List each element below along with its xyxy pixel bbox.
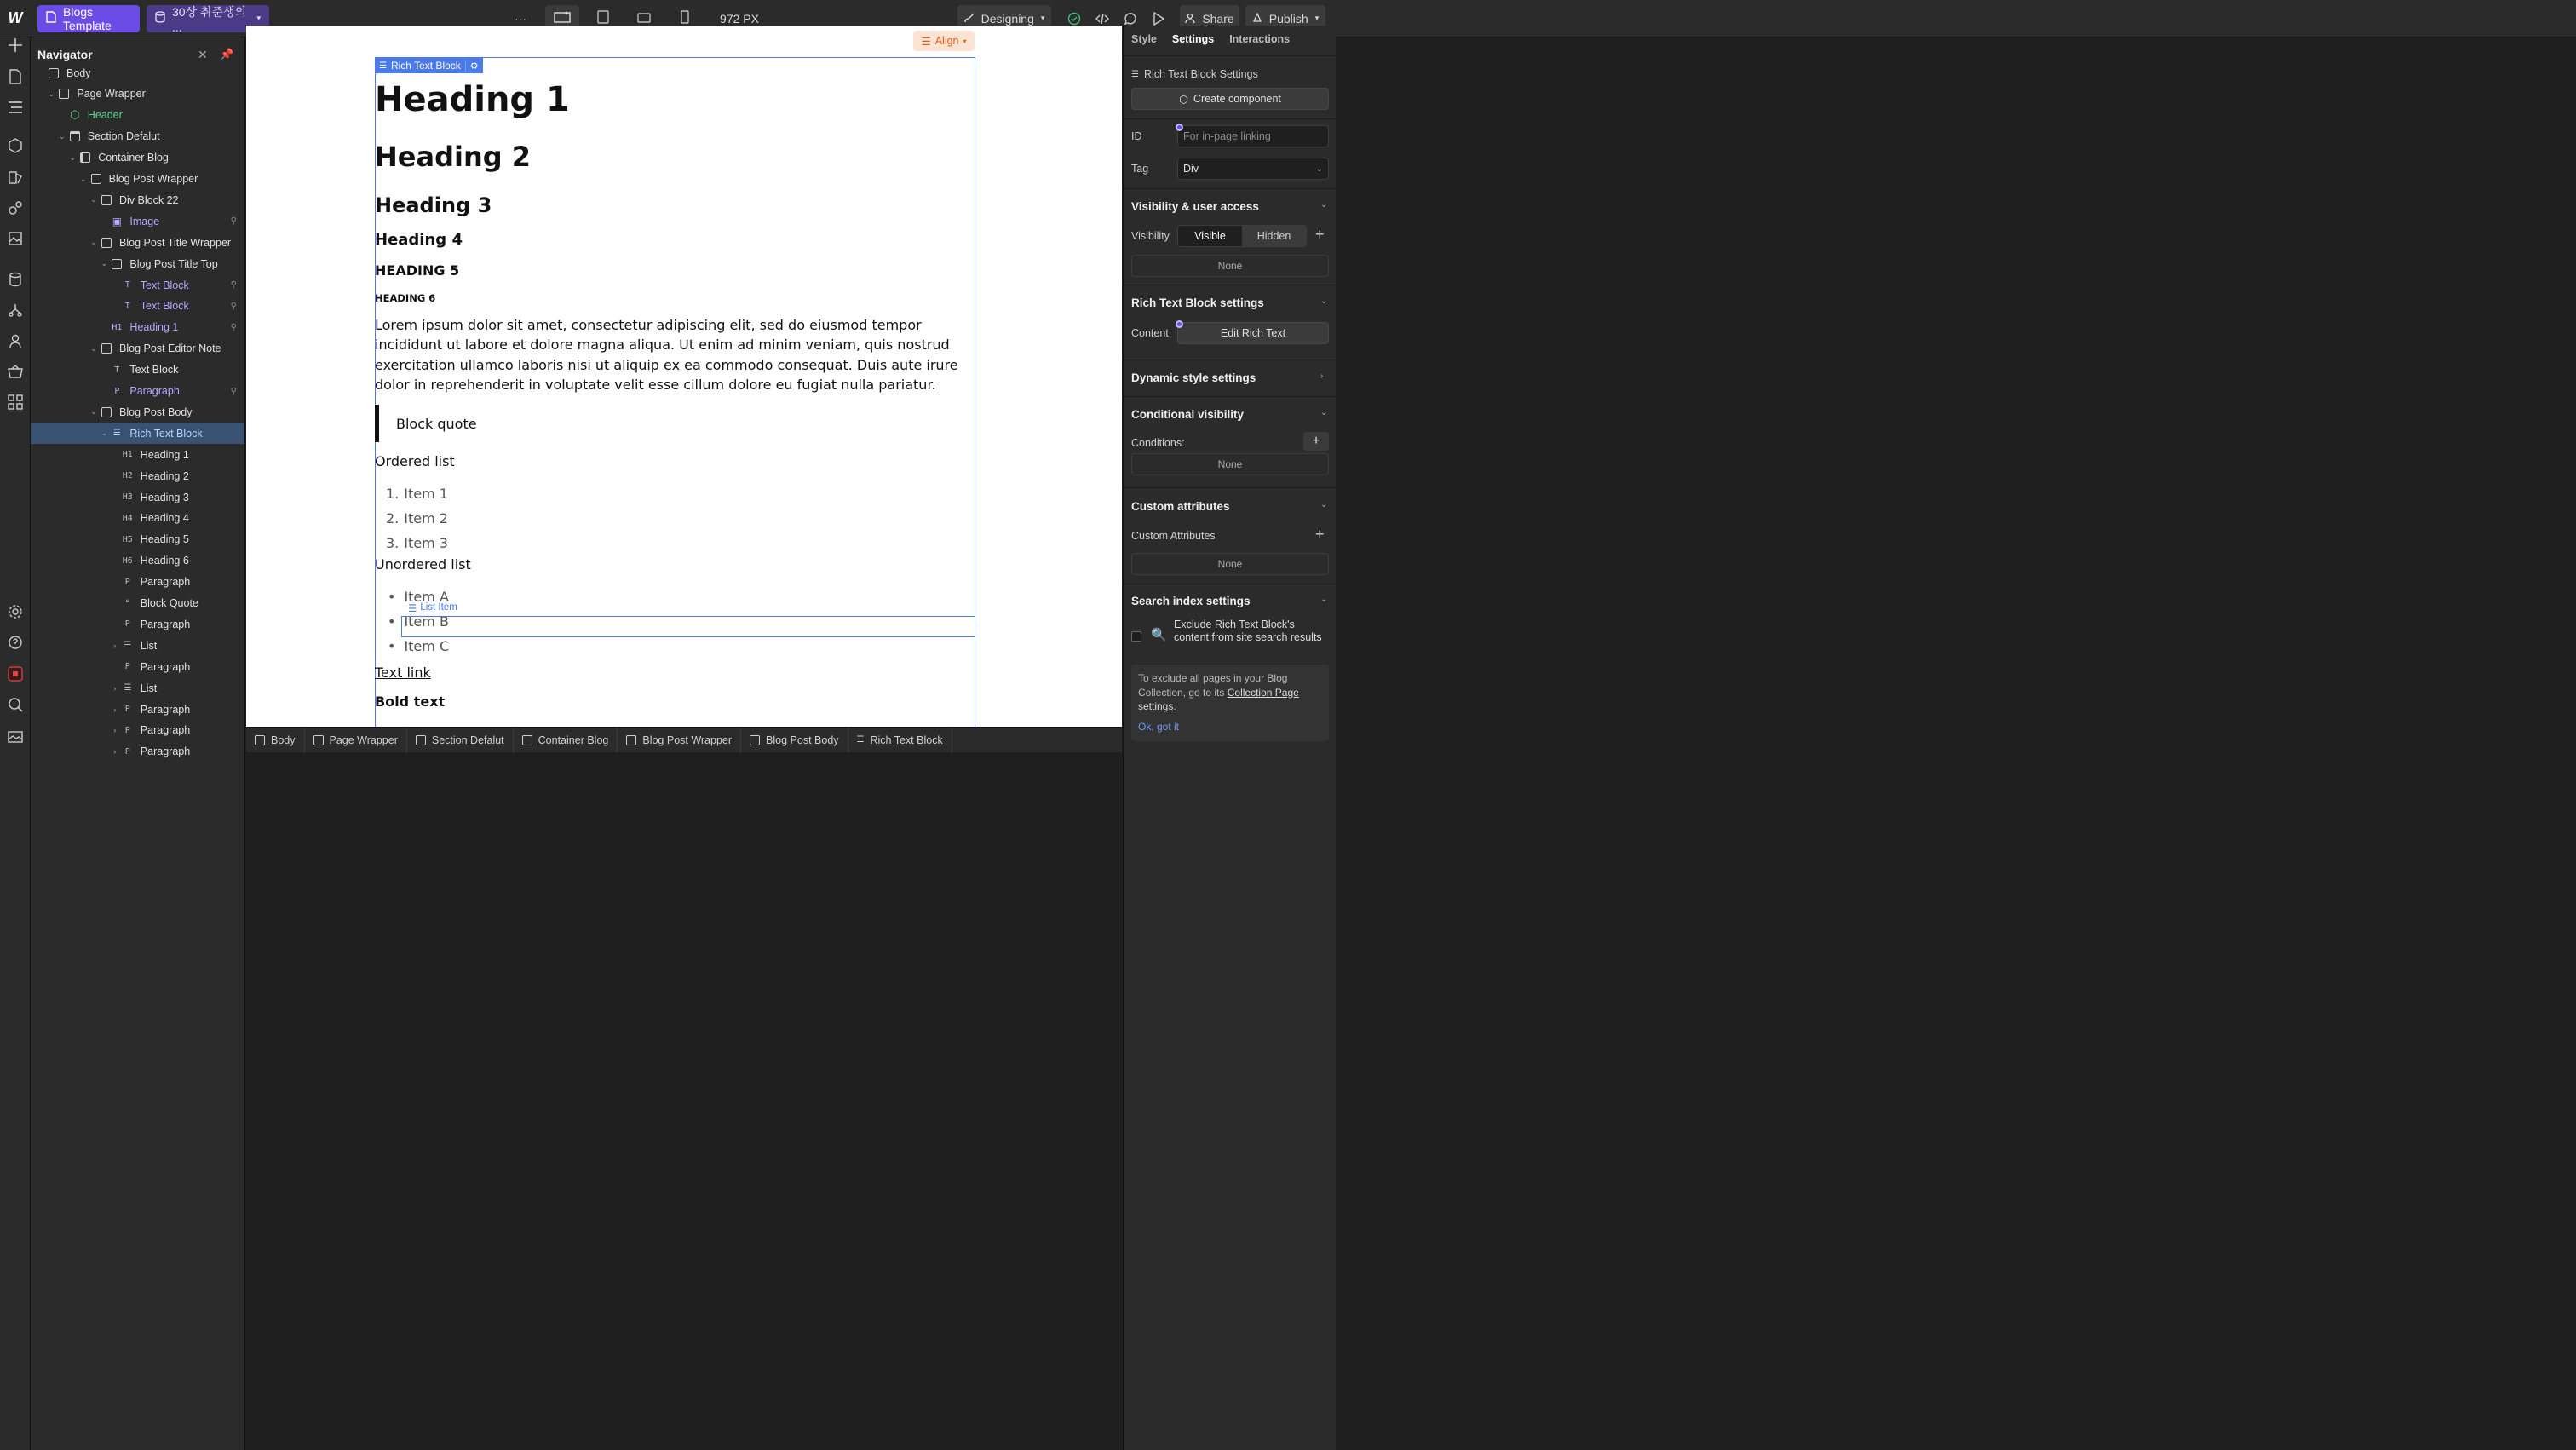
conditions-none[interactable]: None [1131,453,1329,475]
design-canvas[interactable] [246,26,1122,727]
chevron-down-icon[interactable]: ⌄ [48,89,55,98]
rt-paragraph[interactable]: Lorem ipsum dolor sit amet, consectetur adipiscing elit, sed do eiusmod tempor incididunt ut labore et dolore magna aliqua. Ut enim ad minim veniam, quis nostrud exercitation ullamco laboris nisi ut aliquip ex ea commodo consequat. Duis aute irure dolor in reprehenderit in voluptate velit esse cillum dolore eu fugiat nulla pariatur. [375,317,958,393]
box-icon [99,237,114,249]
navigator-item-label: Rich Text Block [129,427,203,440]
rt-bold-text[interactable]: Bold text [375,693,446,711]
navigator-item[interactable] [31,210,245,232]
navigator-item-label: Text Block [140,279,189,291]
chevron-down-icon: ▾ [1040,14,1045,22]
component-icon: ⬡ [70,108,80,122]
chevron-down-icon[interactable]: ⌄ [90,195,97,204]
selection-tag[interactable] [375,58,483,73]
ecommerce-icon[interactable] [3,360,27,383]
text-icon: T [124,280,130,290]
id-label: ID [1131,130,1142,142]
assets-icon[interactable] [3,227,27,250]
hidden-toggle[interactable]: Hidden [1242,226,1306,246]
breadcrumb-label: Container Blog [538,734,609,746]
breadcrumb-item[interactable] [618,728,741,753]
breadcrumb-label: Section Defalut [431,734,504,746]
navigator-item[interactable] [31,486,245,508]
mode-label: Designing [980,11,1034,26]
list-number: 3. [386,535,400,552]
breadcrumb-item[interactable] [848,728,952,753]
list-item-text: Item C [404,638,450,655]
breadcrumb-label: Page Wrapper [329,734,398,746]
paragraph-icon: P [114,386,120,396]
heading-icon: H6 [122,555,133,566]
chevron-down-icon[interactable]: ⌄ [1320,500,1328,509]
navigator-item[interactable] [31,423,245,444]
exclude-checkbox[interactable] [1131,631,1141,642]
paragraph-icon: P [124,662,130,672]
bind-dot-icon[interactable] [1176,320,1183,328]
navigator-item-label: List [140,682,158,694]
navigator-item-label: Image [129,215,160,227]
box-icon [626,735,636,745]
ok-got-it-link[interactable]: Ok, got it [1138,721,1180,733]
breadcrumb-label: Body [271,734,296,746]
info-text: To exclude all pages in your Blog Collection, go to its Collection Page settings. [1138,672,1299,712]
navigator-item[interactable] [31,296,245,317]
pin-icon[interactable]: 📌 [220,48,234,60]
chevron-down-icon[interactable]: ⌄ [79,174,87,183]
box-icon [99,342,114,354]
navigator-item-label: Page Wrapper [77,88,146,101]
add-condition-button[interactable]: + [1303,432,1329,451]
navigator-item-label: Paragraph [140,745,191,758]
navigator-item-label: Container Blog [98,152,169,164]
content-label: Content [1131,327,1169,339]
list-item-icon: ☰ [408,604,417,614]
navigator-item[interactable] [31,189,245,210]
breadcrumb-item[interactable] [305,728,407,753]
navigator-item-label: Heading 1 [129,321,179,334]
chevron-right-icon[interactable]: › [113,726,117,735]
navigator-item[interactable] [31,635,245,656]
heading-icon: H4 [122,513,133,523]
component-icon: ⬡ [1179,93,1189,106]
navigator-icon[interactable] [3,95,27,119]
selection-label: Rich Text Block [390,60,461,72]
search-index-title[interactable]: Search index settings [1131,595,1251,607]
create-component-button[interactable]: ⬡ Create component [1131,88,1329,110]
tablet-icon [597,10,609,26]
navigator-item[interactable] [31,593,245,614]
rt-heading-1[interactable]: Heading 1 [375,80,570,119]
navigator-item[interactable] [31,529,245,550]
rt-ordered-list [375,481,971,555]
heading-icon: H5 [122,534,133,544]
navigator-item[interactable] [31,613,245,635]
canvas-width-readout: 972 PX [720,11,759,26]
rich-text-icon: ☰ [1131,69,1139,79]
share-label: Share [1202,11,1234,26]
bullet-icon: • [388,638,396,655]
navigator-item[interactable] [31,381,245,402]
gear-icon[interactable]: ⚙ [465,60,479,72]
navigator-item[interactable] [31,338,245,360]
navigator-item[interactable] [31,317,245,338]
navigator-item-label: Text Block [140,300,189,313]
pin-icon[interactable]: ⚲ [230,216,237,227]
list-item-text: Item B [404,613,449,630]
navigator-item[interactable] [31,699,245,720]
desktop-icon [554,11,571,26]
heading-icon: H1 [112,322,123,332]
chevron-down-icon[interactable]: ⌄ [1320,595,1328,604]
webflow-logo[interactable]: W [8,9,23,26]
breadcrumb-item[interactable] [514,728,618,753]
apps-icon[interactable] [3,390,27,414]
navigator-item[interactable] [31,62,245,83]
navigator-item-label: Block Quote [140,597,198,609]
chevron-down-icon[interactable]: ⌄ [1320,296,1328,306]
ordered-list-item[interactable] [375,481,971,506]
edit-rich-text-button[interactable]: Edit Rich Text [1177,322,1329,344]
list-item-text: Item A [404,589,449,606]
breadcrumb-item[interactable] [407,728,514,753]
tab-style[interactable]: Style [1131,33,1157,45]
navigator-item-label: Heading 6 [140,555,189,567]
breadcrumb-bar [246,727,1122,752]
conditional-section-title[interactable]: Conditional visibility [1131,408,1245,421]
navigator-item-label: Heading 5 [140,533,189,546]
paragraph-icon: P [124,619,130,630]
chevron-right-icon[interactable]: › [113,705,117,714]
logic-icon[interactable] [3,298,27,322]
navigator-item[interactable] [31,401,245,423]
bullet-icon: • [388,613,396,630]
visibility-none[interactable]: None [1131,255,1329,277]
template-button[interactable] [37,5,140,32]
custom-attributes-label: Custom Attributes [1131,530,1216,542]
box-icon [109,258,124,270]
add-icon[interactable]: + [1315,226,1325,243]
close-icon[interactable]: ✕ [198,48,208,61]
rich-text-icon: ☰ [112,429,121,439]
breadcrumb-item[interactable] [741,728,848,753]
chevron-down-icon[interactable]: ⌄ [1320,200,1328,210]
rich-text-icon: ☰ [856,735,865,745]
quote-icon: ❝ [125,598,130,608]
add-icon[interactable]: + [1315,526,1325,543]
pages-icon[interactable] [3,65,27,89]
settings-panel [1123,26,1336,1450]
align-button[interactable]: ☰ Align ▾ [913,31,975,51]
box-icon [46,67,61,79]
navigator-title: Navigator [37,48,93,61]
list-number: 1. [386,486,400,503]
help-icon[interactable] [3,630,27,654]
chevron-right-icon[interactable]: › [113,747,117,757]
page-icon [46,11,56,26]
paragraph-icon: P [124,705,130,714]
navigator-item[interactable] [31,465,245,486]
navigator-item-label: Paragraph [129,385,180,397]
navigator-item[interactable] [31,550,245,572]
navigator-item-label: Body [66,66,91,79]
collection-label: 30상 취준생의 ... [172,4,247,34]
list-icon: ☰ [124,683,132,693]
settings-header: ☰ Rich Text Block Settings [1131,68,1258,80]
box-icon [522,735,532,745]
navigator-panel [31,37,245,1450]
search-icon[interactable] [3,693,27,716]
custom-attributes-title[interactable]: Custom attributes [1131,500,1230,513]
text-icon: T [114,365,120,375]
navigator-item-label: Paragraph [140,724,191,737]
hover-label: ☰ List Item [408,602,457,614]
rt-heading-4[interactable]: Heading 4 [375,231,463,249]
chevron-down-icon[interactable]: ⌄ [90,407,97,417]
navigator-item-label: Heading 1 [140,448,189,461]
dynamic-section-title[interactable]: Dynamic style settings [1131,371,1256,384]
variables-icon[interactable] [3,196,27,220]
align-label: Align [934,35,959,47]
list-number: 2. [386,510,400,527]
rocket-icon [1252,12,1262,26]
navigator-item[interactable] [31,656,245,677]
unordered-list-item[interactable] [375,634,971,659]
navigator-item[interactable] [31,677,245,699]
chevron-right-icon[interactable]: › [113,683,117,693]
heading-icon: H2 [122,471,133,481]
user-icon [1185,12,1195,26]
list-item-text: Item 3 [404,535,448,552]
tab-settings[interactable]: Settings [1171,33,1215,45]
users-icon[interactable] [3,329,27,353]
info-box [1131,665,1329,741]
hover-outline [401,616,975,637]
rt-ordered-title[interactable]: Ordered list [375,453,455,470]
pin-icon[interactable]: ⚲ [230,322,237,332]
navigator-item[interactable] [31,444,245,465]
navigator-item[interactable] [31,147,245,169]
navigator-item[interactable] [31,508,245,529]
navigator-item[interactable] [31,720,245,741]
navigator-item-label: Paragraph [140,576,191,589]
chevron-down-icon[interactable]: ⌄ [90,343,97,353]
box-icon [416,735,426,745]
unordered-list-item[interactable] [375,584,971,609]
navigator-item-label: Blog Post Editor Note [119,342,221,355]
tab-interactions[interactable]: Interactions [1229,33,1291,45]
brush-icon [964,12,975,26]
more-button[interactable]: ··· [515,11,526,26]
paragraph-icon: P [124,577,130,587]
left-icon-rail [0,37,31,1450]
pin-icon[interactable]: ⚲ [230,386,237,396]
tag-label: Tag [1131,163,1149,175]
template-label: Blogs Template [63,4,112,32]
components-icon[interactable] [3,134,27,158]
chevron-down-icon: ▾ [256,14,261,22]
pin-icon[interactable]: ⚲ [230,301,237,311]
id-input[interactable]: For in-page linking [1177,125,1329,147]
exclude-text: Exclude Rich Text Block's content from site search results [1174,619,1322,643]
box-icon [313,735,324,745]
navigator-item-label: Blog Post Body [119,406,193,418]
navigator-item[interactable] [31,126,245,147]
collection-page-settings-link[interactable]: Collection Page settings [1138,686,1299,712]
navigator-item-label: Blog Post Wrapper [108,173,198,185]
chevron-down-icon: ⌄ [1315,164,1323,174]
navigator-item-label: Text Block [129,364,179,377]
navigator-item-label: Heading 2 [140,469,189,482]
navigator-item-label: Blog Post Title Top [129,257,218,270]
chevron-down-icon[interactable]: ⌄ [90,238,97,247]
navigator-item-label: Blog Post Title Wrapper [119,236,232,249]
breadcrumb-item[interactable] [246,728,305,753]
list-icon: ☰ [124,641,132,651]
chevron-down-icon[interactable]: ⌄ [1320,408,1328,417]
navigator-item-label: Div Block 22 [119,193,179,206]
visibility-label: Visibility [1131,230,1170,242]
navigator-item-label: List [140,639,158,652]
rt-heading-2[interactable]: Heading 2 [375,141,532,173]
visibility-section-title[interactable]: Visibility & user access [1131,200,1259,213]
menu-icon: ☰ [921,35,931,48]
chevron-down-icon[interactable]: ⌄ [101,429,108,438]
navigator-item-label: Paragraph [140,618,191,630]
navigator-item-label: Section Defalut [87,130,160,143]
navigator-item[interactable] [31,83,245,105]
heading-icon: H1 [122,450,133,460]
breadcrumb-label: Blog Post Wrapper [642,734,733,746]
section-icon [67,130,83,142]
mobile-landscape-icon [637,12,651,26]
image-icon: ▣ [112,215,123,227]
rt-heading-3[interactable]: Heading 3 [375,193,492,217]
navigator-item-label: Paragraph [140,660,191,673]
box-icon [255,735,265,745]
chevron-down-icon[interactable]: ⌄ [69,152,76,162]
box-icon [750,735,760,745]
navigator-item-label: Heading 4 [140,512,189,525]
box-icon [56,88,72,100]
navigator-item[interactable] [31,360,245,381]
chevron-down-icon[interactable]: ⌄ [101,259,108,268]
navigator-item[interactable] [31,274,245,296]
database-icon [155,11,165,26]
publish-label: Publish [1268,11,1308,26]
custom-attributes-none[interactable]: None [1131,553,1329,575]
pin-icon[interactable]: ⚲ [230,280,237,290]
navigator-item[interactable] [31,741,245,762]
visible-toggle[interactable]: Visible [1178,226,1242,246]
container-icon [78,152,93,164]
list-item-text: Item 2 [404,510,448,527]
navigator-item[interactable] [31,572,245,593]
text-icon: T [124,301,130,311]
mobile-portrait-icon [681,10,689,26]
breadcrumb-label: Blog Post Body [766,734,839,746]
rich-text-icon: ☰ [379,60,387,71]
rt-heading-6[interactable]: HEADING 6 [375,292,436,304]
list-item-text: Item 1 [404,486,448,503]
block-quote-text: Block quote [396,415,477,432]
navigator-item[interactable] [31,253,245,274]
paragraph-icon: P [124,725,130,735]
add-elements-icon[interactable] [3,33,27,57]
settings-gear-icon[interactable] [3,600,27,624]
rt-heading-5[interactable]: HEADING 5 [375,262,460,279]
chevron-down-icon: ▾ [1314,14,1320,22]
navigator-item-label: Heading 3 [140,491,189,503]
rt-text-link[interactable]: Text link [375,665,431,682]
navigator-item[interactable] [31,169,245,190]
tag-select[interactable]: Div ⌄ [1177,158,1329,180]
breadcrumb-label: Rich Text Block [870,734,943,746]
rtb-section-title[interactable]: Rich Text Block settings [1131,296,1264,309]
ordered-list-item[interactable] [375,506,971,531]
box-icon [99,194,114,206]
rt-block-quote[interactable] [375,405,971,442]
box-icon [89,173,104,185]
chevron-right-icon[interactable]: › [113,641,117,650]
conditions-label: Conditions: [1131,437,1185,449]
gallery-icon[interactable] [3,724,27,748]
record-icon[interactable] [3,662,27,686]
navigator-item-label: Paragraph [140,703,191,716]
navigator-item-label: Header [87,109,123,122]
search-exclude-icon: 🔍 [1151,628,1167,642]
navigator-item[interactable] [31,232,245,253]
box-icon [99,406,114,418]
chevron-right-icon[interactable]: › [1320,371,1324,381]
cms-icon[interactable] [3,268,27,291]
bind-dot-icon[interactable] [1176,124,1183,131]
bullet-icon: • [388,589,396,606]
heading-icon: H3 [122,492,133,502]
chevron-down-icon[interactable]: ⌄ [59,131,66,141]
rt-unordered-title[interactable]: Unordered list [375,556,471,573]
paragraph-icon: P [124,746,130,757]
ordered-list-item[interactable] [375,531,971,555]
style-selectors-icon[interactable] [3,165,27,189]
navigator-item[interactable] [31,105,245,126]
